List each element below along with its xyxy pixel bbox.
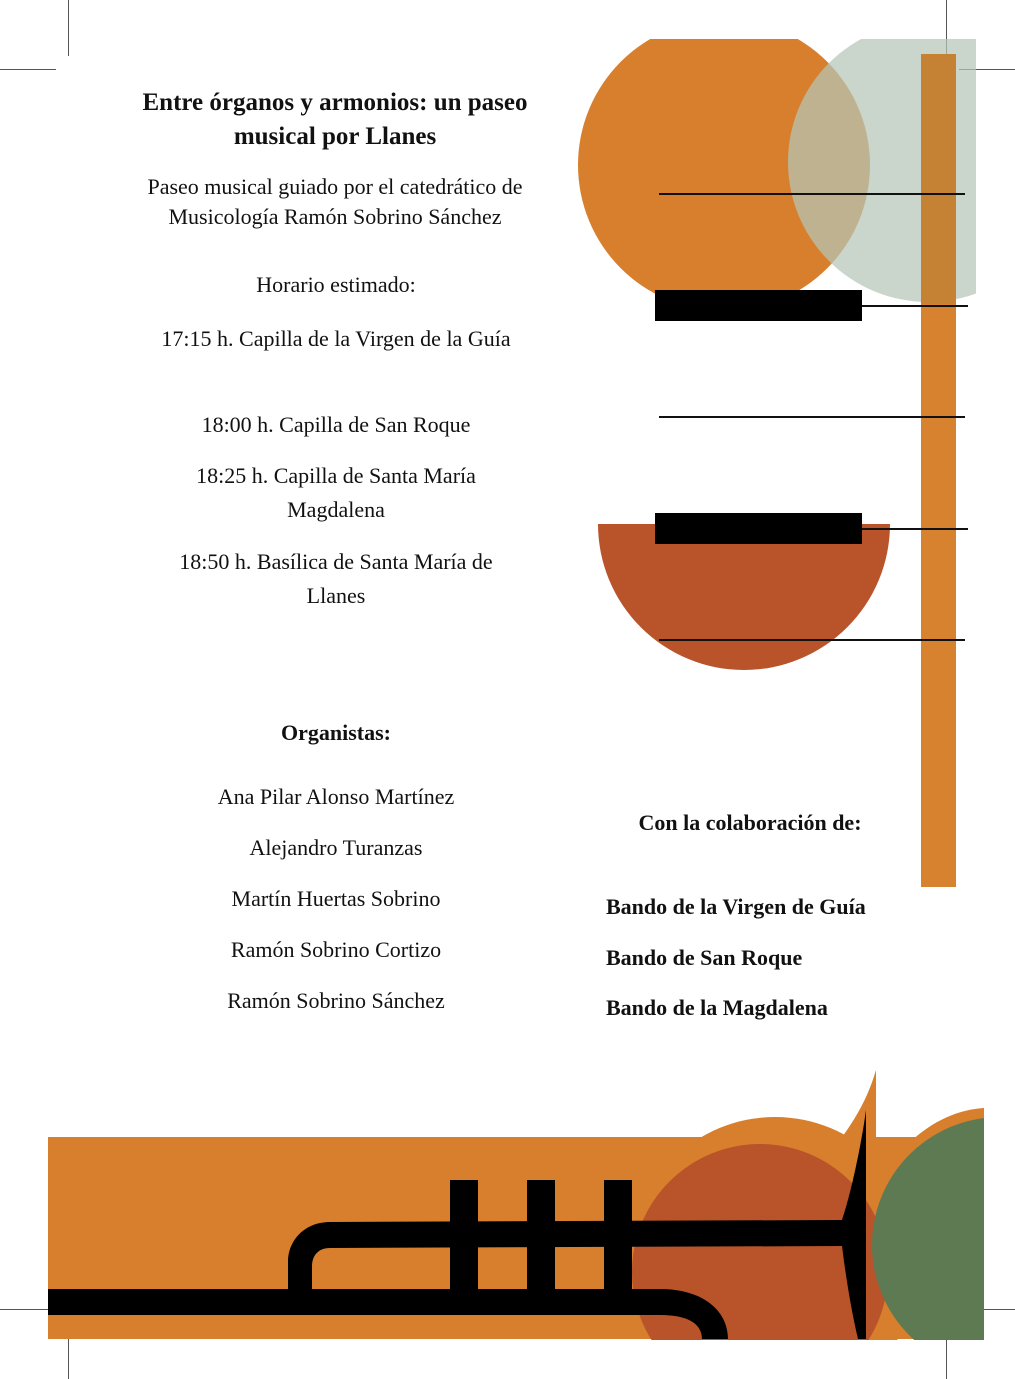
bando-name: Bando de la Magdalena xyxy=(606,995,828,1020)
black-key xyxy=(655,513,862,544)
organist-name: Ana Pilar Alonso Martínez xyxy=(217,784,455,809)
schedule-item: 17:15 h. Capilla de la Virgen de la Guía xyxy=(161,326,511,351)
bando-name: Bando de la Virgen de Guía xyxy=(606,894,866,919)
schedule-item: 18:50 h. Basílica de Santa María de Llanes xyxy=(179,549,493,608)
schedule-item: 18:25 h. Capilla de Santa María Magdalena xyxy=(196,463,476,522)
organists-heading: Organistas: xyxy=(281,720,391,745)
organist-name: Martín Huertas Sobrino xyxy=(231,886,441,911)
organist-name: Ramón Sobrino Cortizo xyxy=(230,937,442,962)
collaboration-heading: Con la colaboración de: xyxy=(638,810,862,835)
bando-name: Bando de San Roque xyxy=(606,945,803,970)
black-key xyxy=(655,290,862,321)
schedule-item: 18:00 h. Capilla de San Roque xyxy=(201,412,471,437)
rust-half-circle xyxy=(598,524,890,670)
schedule-label: Horario estimado: xyxy=(256,272,416,297)
organist-name: Alejandro Turanzas xyxy=(249,835,423,860)
organist-name: Ramón Sobrino Sánchez xyxy=(227,988,445,1013)
subtitle: Paseo musical guiado por el catedrático de Musicología Ramón Sobrino Sánchez xyxy=(147,174,523,229)
vertical-bar-overlap xyxy=(921,54,956,304)
page-title: Entre órganos y armonios: un paseo musical por Llanes xyxy=(142,89,528,150)
